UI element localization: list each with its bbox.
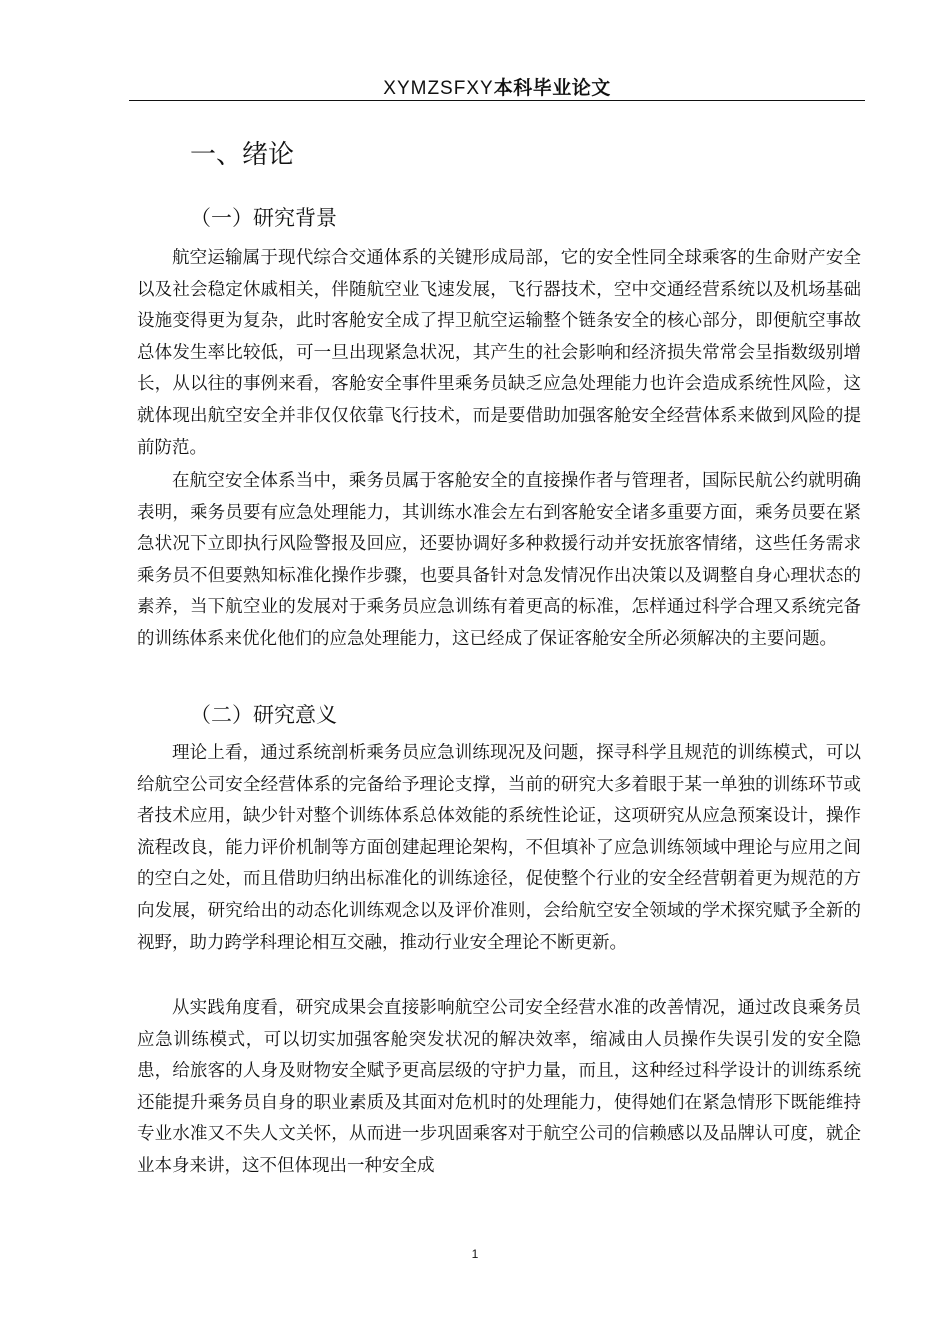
paragraph-significance-1: 理论上看，通过系统剖析乘务员应急训练现况及问题，探寻科学且规范的训练模式，可以给航空公司安全经营体系的完备给予理论支撑，当前的研究大多着眼于某一单独的训练环节或者技术应用，缺少针对整个训练体系总体效能的系统性论证，这项研究从应急预案设计，操作流程改良，能力评价机制等方面创建起理论架构，不但填补了应急训练领域中理论与应用之间的空白之处，而且借助归纳出标准化的训练途径，促使整个行业的安全经营朝着更为规范的方向发展，研究给出的动态化训练观念以及评价准则，会给航空安全领域的学术探究赋予全新的视野，助力跨学科理论相互交融，推动行业安全理论不断更新。 — [137, 743, 861, 953]
page-number: 1 — [471, 1247, 479, 1261]
paragraph-significance-2: 从实践角度看，研究成果会直接影响航空公司安全经营水准的改善情况，通过改良乘务员应急训练模式，可以切实加强客舱突发状况的解决效率，缩减由人员操作失误引发的安全隐患，给旅客的人身及财物安全赋予更高层级的守护力量，而且，这种经过科学设计的训练系统还能提升乘务员自身的职业素质及其面对危机时的处理能力，使得她们在紧急情形下既能维持专业水准又不失人文关怀，从而进一步巩固乘客对于航空公司的信赖感以及品牌认可度，就企业本身来讲，这不但体现出一种安全成 — [137, 998, 861, 1176]
section-heading-background: （一）研究背景 — [190, 206, 337, 230]
section-heading-significance: （二）研究意义 — [190, 703, 337, 727]
paragraph-background-1: 航空运输属于现代综合交通体系的关键形成局部，它的安全性同全球乘客的生命财产安全以及社会稳定休戚相关，伴随航空业飞速发展，飞行器技术，空中交通经营系统以及机场基础设施变得更为复杂，此时客舱安全成了捍卫航空运输整个链条安全的核心部分，即便航空事故总体发生率比较低，可一旦出现紧急状况，其产生的社会影响和经济损失常常会呈指数级别增长，从以往的事例来看，客舱安全事件里乘务员缺乏应急处理能力也许会造成系统性风险，这就体现出航空安全并非仅仅依靠飞行技术，而是要借助加强客舱安全经营体系来做到风险的提前防范。 — [137, 248, 861, 458]
paragraph-background-2: 在航空安全体系当中，乘务员属于客舱安全的直接操作者与管理者，国际民航公约就明确表明，乘务员要有应急处理能力，其训练水准会左右到客舱安全诸多重要方面，乘务员要在紧急状况下立即执行风险警报及回应，还要协调好多种救援行动并安抚旅客情绪，这些任务需求乘务员不但要熟知标准化操作步骤，也要具备针对急发情况作出决策以及调整自身心理状态的素养，当下航空业的发展对于乘务员应急训练有着更高的标准，怎样通过科学合理又系统完备的训练体系来优化他们的应急处理能力，这已经成了保证客舱安全所必须解决的主要问题。 — [137, 471, 861, 649]
page-header — [129, 76, 865, 100]
header-title-text: 本科毕业论文 — [493, 77, 611, 99]
chapter-heading: 一、绪论 — [190, 140, 295, 170]
header-divider — [129, 100, 865, 101]
header-latin-text: XYMZSFXY — [383, 78, 494, 99]
